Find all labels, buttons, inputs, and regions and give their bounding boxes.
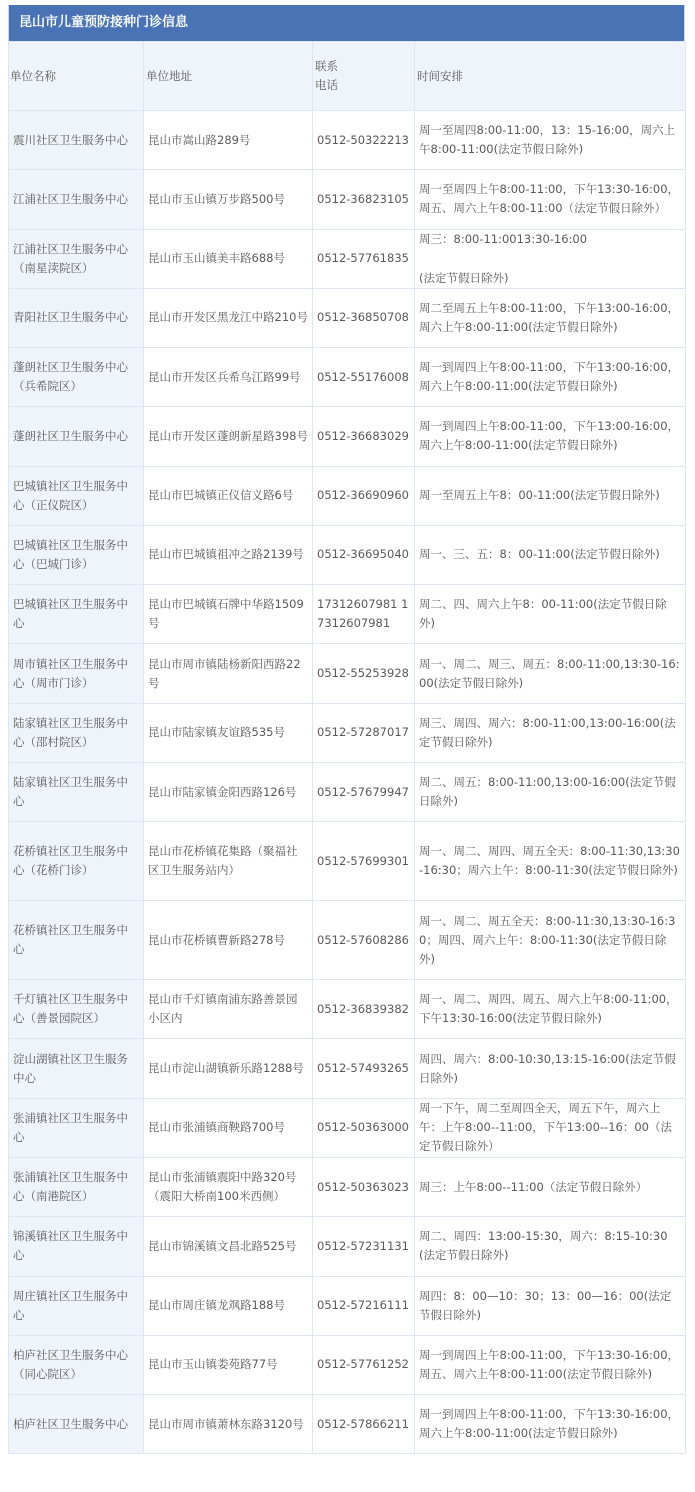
table-row <box>9 466 686 525</box>
table-row <box>9 1039 686 1098</box>
header-phone-line2: 电话 <box>315 78 338 92</box>
table-row <box>9 288 686 347</box>
cell-address: 昆山市陆家镇友谊路535号 <box>144 703 313 762</box>
cell-phone: 0512-57866211 <box>313 1395 415 1454</box>
cell-phone: 0512-55176008 <box>313 348 415 407</box>
cell-schedule <box>415 1157 686 1216</box>
table-row <box>9 170 686 229</box>
cell-address: 昆山市开发区黑龙江中路210号 <box>144 288 313 347</box>
schedule-text: 周一至周四8:00-11:00，13：15-16:00，周六上午8:00-11:00(法定节假日除外) <box>419 123 676 157</box>
cell-clinic-name: 周市镇社区卫生服务中心（周市门诊） <box>9 644 144 703</box>
schedule-text: 周一、周二、周四、周五、周六上午8:00-11:00，下午13:30-16:00(法定节假日除外) <box>419 992 678 1026</box>
cell-schedule <box>415 407 686 466</box>
cell-address: 昆山市周市镇陆杨新阳西路22号 <box>144 644 313 703</box>
cell-schedule <box>415 466 686 525</box>
cell-clinic-name: 锦溪镇社区卫生服务中心 <box>9 1217 144 1276</box>
cell-phone: 0512-50363023 <box>313 1157 415 1216</box>
cell-phone: 17312607981 17312607981 <box>313 585 415 644</box>
cell-address: 昆山市花桥镇曹新路278号 <box>144 901 313 980</box>
cell-schedule <box>415 644 686 703</box>
cell-clinic-name: 青阳社区卫生服务中心 <box>9 288 144 347</box>
cell-phone: 0512-36850708 <box>313 288 415 347</box>
table-row <box>9 1276 686 1335</box>
table-header <box>9 42 686 111</box>
cell-clinic-name: 花桥镇社区卫生服务中心 <box>9 901 144 980</box>
cell-address: 昆山市花桥镇花集路（聚福社区卫生服务站内） <box>144 822 313 901</box>
schedule-text: 周一到周四上午8:00-11:00，下午13:00-16:00，周六上午8:00-11:00(法定节假日除外) <box>419 419 680 453</box>
cell-phone: 0512-50363000 <box>313 1098 415 1157</box>
cell-address: 昆山市开发区兵希乌江路99号 <box>144 348 313 407</box>
table-row <box>9 703 686 762</box>
cell-clinic-name: 周庄镇社区卫生服务中心 <box>9 1276 144 1335</box>
cell-clinic-name: 张浦镇社区卫生服务中心 <box>9 1098 144 1157</box>
cell-phone: 0512-36839382 <box>313 980 415 1039</box>
cell-schedule <box>415 980 686 1039</box>
cell-clinic-name: 陆家镇社区卫生服务中心 <box>9 762 144 821</box>
cell-clinic-name: 淀山湖镇社区卫生服务中心 <box>9 1039 144 1098</box>
cell-address: 昆山市巴城镇祖冲之路2139号 <box>144 525 313 584</box>
cell-phone: 0512-57699301 <box>313 822 415 901</box>
header-phone <box>313 42 415 111</box>
cell-phone: 0512-57679947 <box>313 762 415 821</box>
cell-address: 昆山市开发区蓬朗新星路398号 <box>144 407 313 466</box>
cell-clinic-name: 巴城镇社区卫生服务中心（正仪院区） <box>9 466 144 525</box>
table-row <box>9 229 686 288</box>
schedule-text: 周一到周四上午8:00-11:00，下午13:30-16:00，周五、周六上午8:00-11:00(法定节假日除外) <box>419 1347 680 1381</box>
table-row <box>9 644 686 703</box>
clinic-table <box>8 41 686 1454</box>
cell-schedule <box>415 525 686 584</box>
cell-schedule <box>415 288 686 347</box>
table-row <box>9 762 686 821</box>
cell-schedule <box>415 901 686 980</box>
table-row <box>9 348 686 407</box>
table-row <box>9 1217 686 1276</box>
cell-address: 昆山市淀山湖镇新乐路1288号 <box>144 1039 313 1098</box>
schedule-text: 周二、四、周六上午8：00-11:00(法定节假日除外) <box>419 597 667 631</box>
cell-clinic-name: 柏庐社区卫生服务中心（同心院区） <box>9 1335 144 1394</box>
cell-address: 昆山市张浦镇震阳中路320号（震阳大桥南100米西侧） <box>144 1157 313 1216</box>
cell-schedule <box>415 703 686 762</box>
cell-clinic-name: 蓬朗社区卫生服务中心（兵希院区） <box>9 348 144 407</box>
header-schedule: 时间安排 <box>415 42 686 111</box>
cell-address: 昆山市巴城镇正仪信义路6号 <box>144 466 313 525</box>
cell-schedule <box>415 1039 686 1098</box>
schedule-text: 周一、周二、周五全天：8:00-11:30,13:30-16:30；周四、周六上午：8:00-11:30(法定节假日除外) <box>419 913 676 966</box>
schedule-text: 周三：8:00-11:0013:30-16:00 <box>419 231 588 246</box>
cell-phone: 0512-57493265 <box>313 1039 415 1098</box>
cell-clinic-name: 陆家镇社区卫生服务中心（邵村院区） <box>9 703 144 762</box>
table-row <box>9 1098 686 1157</box>
cell-schedule <box>415 170 686 229</box>
cell-address: 昆山市嵩山路289号 <box>144 111 313 170</box>
schedule-text: 周一、周二、周三、周五：8:00-11:00,13:30-16:00(法定节假日除外) <box>419 656 680 690</box>
cell-schedule <box>415 1217 686 1276</box>
cell-schedule <box>415 822 686 901</box>
cell-clinic-name: 江浦社区卫生服务中心 <box>9 170 144 229</box>
cell-schedule <box>415 111 686 170</box>
cell-phone: 0512-55253928 <box>313 644 415 703</box>
schedule-text: 周一到周四上午8:00-11:00，下午13:30-16:00，周六上午8:00-11:00(法定节假日除外) <box>419 1407 680 1441</box>
schedule-text: 周四、周六：8:00-10:30,13:15-16:00(法定节假日除外) <box>419 1051 676 1085</box>
table-row <box>9 525 686 584</box>
table-body <box>9 111 686 1454</box>
table-row <box>9 407 686 466</box>
cell-clinic-name: 震川社区卫生服务中心 <box>9 111 144 170</box>
schedule-text: 周四：8：00—10：30；13：00—16：00(法定节假日除外) <box>419 1288 672 1322</box>
cell-clinic-name: 江浦社区卫生服务中心（南星渎院区） <box>9 229 144 288</box>
schedule-text: 周二、周四：13:00-15:30，周六：8:15-10:30(法定节假日除外) <box>419 1229 668 1263</box>
schedule-text: 周一至周五上午8：00-11:00(法定节假日除外) <box>419 488 660 503</box>
cell-phone: 0512-57761835 <box>313 229 415 288</box>
cell-schedule <box>415 229 686 288</box>
table-row <box>9 980 686 1039</box>
cell-address: 昆山市玉山镇万步路500号 <box>144 170 313 229</box>
cell-phone: 0512-36823105 <box>313 170 415 229</box>
cell-schedule <box>415 348 686 407</box>
schedule-text: 周一下午，周二至周四全天，周五下午，周六上午：上午8:00--11:00，下午13:00--16：00（法定节假日除外） <box>419 1101 672 1154</box>
clinic-info-panel <box>8 5 685 1454</box>
table-row <box>9 1335 686 1394</box>
cell-address: 昆山市巴城镇石牌中华路1509号 <box>144 585 313 644</box>
table-row <box>9 111 686 170</box>
schedule-text: 周三：上午8:00--11:00（法定节假日除外） <box>419 1179 648 1194</box>
table-row <box>9 1395 686 1454</box>
page-title: 昆山市儿童预防接种门诊信息 <box>8 5 685 41</box>
schedule-text: 周二至周五上午8:00-11:00，下午13:00-16:00，周六上午8:00-11:00(法定节假日除外) <box>419 300 680 334</box>
cell-clinic-name: 花桥镇社区卫生服务中心（花桥门诊） <box>9 822 144 901</box>
schedule-text: 周一、周二、周四、周五全天：8:00-11:30,13:30-16:30；周六上午：8:00-11:30(法定节假日除外) <box>419 844 680 878</box>
cell-address: 昆山市张浦镇商鞅路700号 <box>144 1098 313 1157</box>
cell-schedule <box>415 1098 686 1157</box>
cell-phone: 0512-36683029 <box>313 407 415 466</box>
table-row <box>9 1157 686 1216</box>
cell-clinic-name: 巴城镇社区卫生服务中心 <box>9 585 144 644</box>
header-address: 单位地址 <box>144 42 313 111</box>
cell-schedule <box>415 585 686 644</box>
cell-schedule <box>415 1395 686 1454</box>
cell-address: 昆山市锦溪镇文昌北路525号 <box>144 1217 313 1276</box>
cell-phone: 0512-57761252 <box>313 1335 415 1394</box>
schedule-text: 周一、三、五：8：00-11:00(法定节假日除外) <box>419 547 660 562</box>
cell-schedule <box>415 762 686 821</box>
cell-phone: 0512-50322213 <box>313 111 415 170</box>
schedule-text: 周一到周四上午8:00-11:00，下午13:00-16:00，周六上午8:00-11:00(法定节假日除外) <box>419 360 680 394</box>
header-phone-line1: 联系 <box>315 59 338 73</box>
cell-clinic-name: 巴城镇社区卫生服务中心（巴城门诊） <box>9 525 144 584</box>
cell-address: 昆山市千灯镇南浦东路善景园小区内 <box>144 980 313 1039</box>
cell-phone: 0512-57216111 <box>313 1276 415 1335</box>
cell-clinic-name: 柏庐社区卫生服务中心 <box>9 1395 144 1454</box>
table-row <box>9 585 686 644</box>
cell-schedule <box>415 1276 686 1335</box>
cell-clinic-name: 千灯镇社区卫生服务中心（善景园院区） <box>9 980 144 1039</box>
cell-clinic-name: 张浦镇社区卫生服务中心（南港院区） <box>9 1157 144 1216</box>
cell-phone: 0512-36690960 <box>313 466 415 525</box>
header-name: 单位名称 <box>9 42 144 111</box>
cell-address: 昆山市玉山镇娄苑路77号 <box>144 1335 313 1394</box>
cell-schedule <box>415 1335 686 1394</box>
cell-phone: 0512-36695040 <box>313 525 415 584</box>
cell-phone: 0512-57231131 <box>313 1217 415 1276</box>
cell-clinic-name: 蓬朗社区卫生服务中心 <box>9 407 144 466</box>
cell-phone: 0512-57287017 <box>313 703 415 762</box>
schedule-text: 周三、周四、周六：8:00-11:00,13:00-16:00(法定节假日除外) <box>419 715 676 749</box>
cell-address: 昆山市陆家镇金阳西路126号 <box>144 762 313 821</box>
cell-address: 昆山市玉山镇美丰路688号 <box>144 229 313 288</box>
schedule-text: 周一至周四上午8:00-11:00，下午13:30-16:00，周五、周六上午8:00-11:00（法定节假日除外） <box>419 182 680 216</box>
cell-address: 昆山市周庄镇龙飒路188号 <box>144 1276 313 1335</box>
table-row <box>9 901 686 980</box>
schedule-text: 周二、周五：8:00-11:00,13:00-16:00(法定节假日除外) <box>419 775 676 809</box>
cell-phone: 0512-57608286 <box>313 901 415 980</box>
cell-address: 昆山市周市镇萧林东路3120号 <box>144 1395 313 1454</box>
schedule-text: (法定节假日除外) <box>419 270 509 285</box>
table-row <box>9 822 686 901</box>
